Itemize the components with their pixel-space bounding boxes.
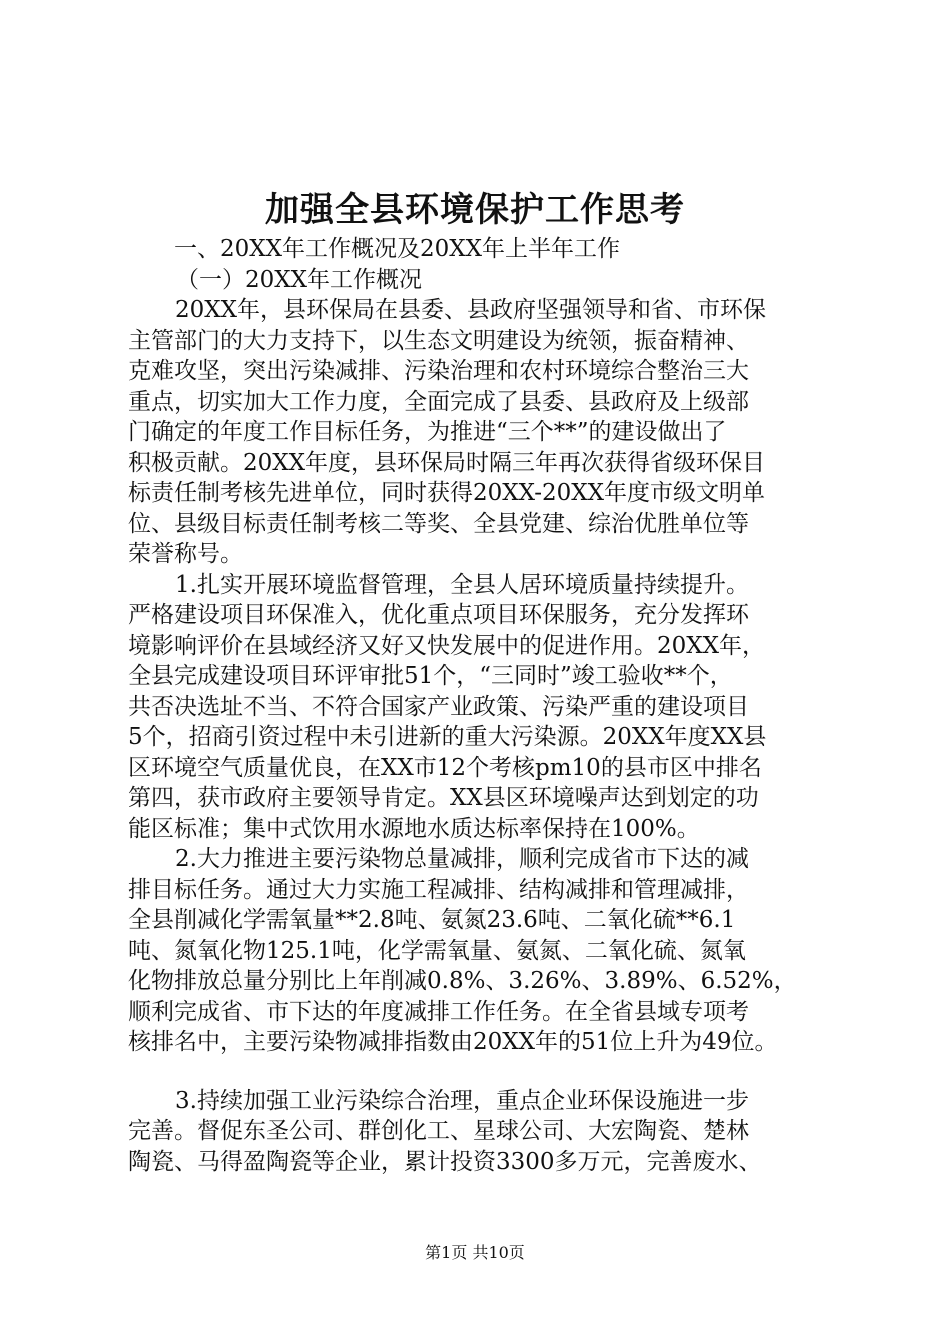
text-line: 第四，获市政府主要领导肯定。XX县区环境噪声达到划定的功 [128,785,759,811]
text-line: 全县完成建设项目环评审批51个，“三同时”竣工验收**个， [128,663,733,689]
text-line: 位、县级目标责任制考核二等奖、全县党建、综治优胜单位等 [128,510,749,537]
text-line: 陶瓷、马得盈陶瓷等企业，累计投资3300多万元，完善废水、 [128,1148,762,1175]
text-line: 顺利完成省、市下达的年度减排工作任务。在全省县域专项考 [128,998,749,1025]
paragraph-item-1 [128,570,838,845]
text-line: 化物排放总量分别比上年削减0.8%、3.26%、3.89%、6.52%， [128,968,797,994]
text-line: 标责任制考核先进单位，同时获得20XX-20XX年度市级文明单 [128,480,765,506]
text-line: 排目标任务。通过大力实施工程减排、结构减排和管理减排， [128,876,749,903]
page-number-footer: 第1页 共10页 [425,1243,525,1262]
text-line: 能区标准；集中式饮用水源地水质达标率保持在100%。 [128,815,700,842]
document-body [128,234,838,1177]
document-title: 加强全县环境保护工作思考 [265,190,685,230]
text-line: 共否决选址不当、不符合国家产业政策、污染严重的建设项目 [128,693,749,720]
section-heading: 一、20XX年工作概况及20XX年上半年工作 [174,236,621,262]
text-line: 积极贡献。20XX年度，县环保局时隔三年再次获得省级环保目 [128,449,766,476]
text-line: 完善。督促东圣公司、群创化工、星球公司、大宏陶瓷、楚林 [128,1118,749,1144]
text-line: 荣誉称号。 [128,541,243,567]
text-line: 主管部门的大力支持下，以生态文明建设为统领，振奋精神、 [128,327,749,354]
text-line: 境影响评价在县域经济又好又快发展中的促进作用。20XX年， [128,632,766,659]
text-line: 20XX年，县环保局在县委、县政府坚强领导和省、市环保 [175,297,767,323]
text-line: 核排名中，主要污染物减排指数由20XX年的51位上升为49位。 [128,1029,778,1055]
text-line: 吨、氮氧化物125.1吨，化学需氧量、氨氮、二氧化硫、氮氧 [128,937,746,964]
text-line: 门确定的年度工作目标任务，为推进“三个**”的建设做出了 [128,419,727,445]
paragraph-item-2 [128,844,838,1058]
text-line: 克难攻坚，突出污染减排、污染治理和农村环境综合整治三大 [128,358,749,384]
paragraph-item-3 [128,1086,838,1178]
text-line: 5个，招商引资过程中未引进新的重大污染源。20XX年度XX县 [128,724,767,750]
subsection-heading: （一）20XX年工作概况 [176,266,423,293]
paragraph-overview [128,295,838,570]
text-line: 3.持续加强工业污染综合治理，重点企业环保设施进一步 [175,1087,749,1114]
text-line: 2.大力推进主要污染物总量减排，顺利完成省市下达的减 [175,846,749,872]
paragraph-spacer [128,1058,838,1086]
text-line: 1.扎实开展环境监督管理，全县人居环境质量持续提升。 [175,571,749,598]
text-line: 重点，切实加大工作力度，全面完成了县委、县政府及上级部 [128,388,749,415]
text-line: 全县削减化学需氧量**2.8吨、氨氮23.6吨、二氧化硫**6.1 [128,907,736,933]
text-line: 严格建设项目环保准入，优化重点项目环保服务，充分发挥环 [128,602,749,628]
text-line: 区环境空气质量优良，在XX市12个考核pm10的县市区中排名 [128,754,762,781]
